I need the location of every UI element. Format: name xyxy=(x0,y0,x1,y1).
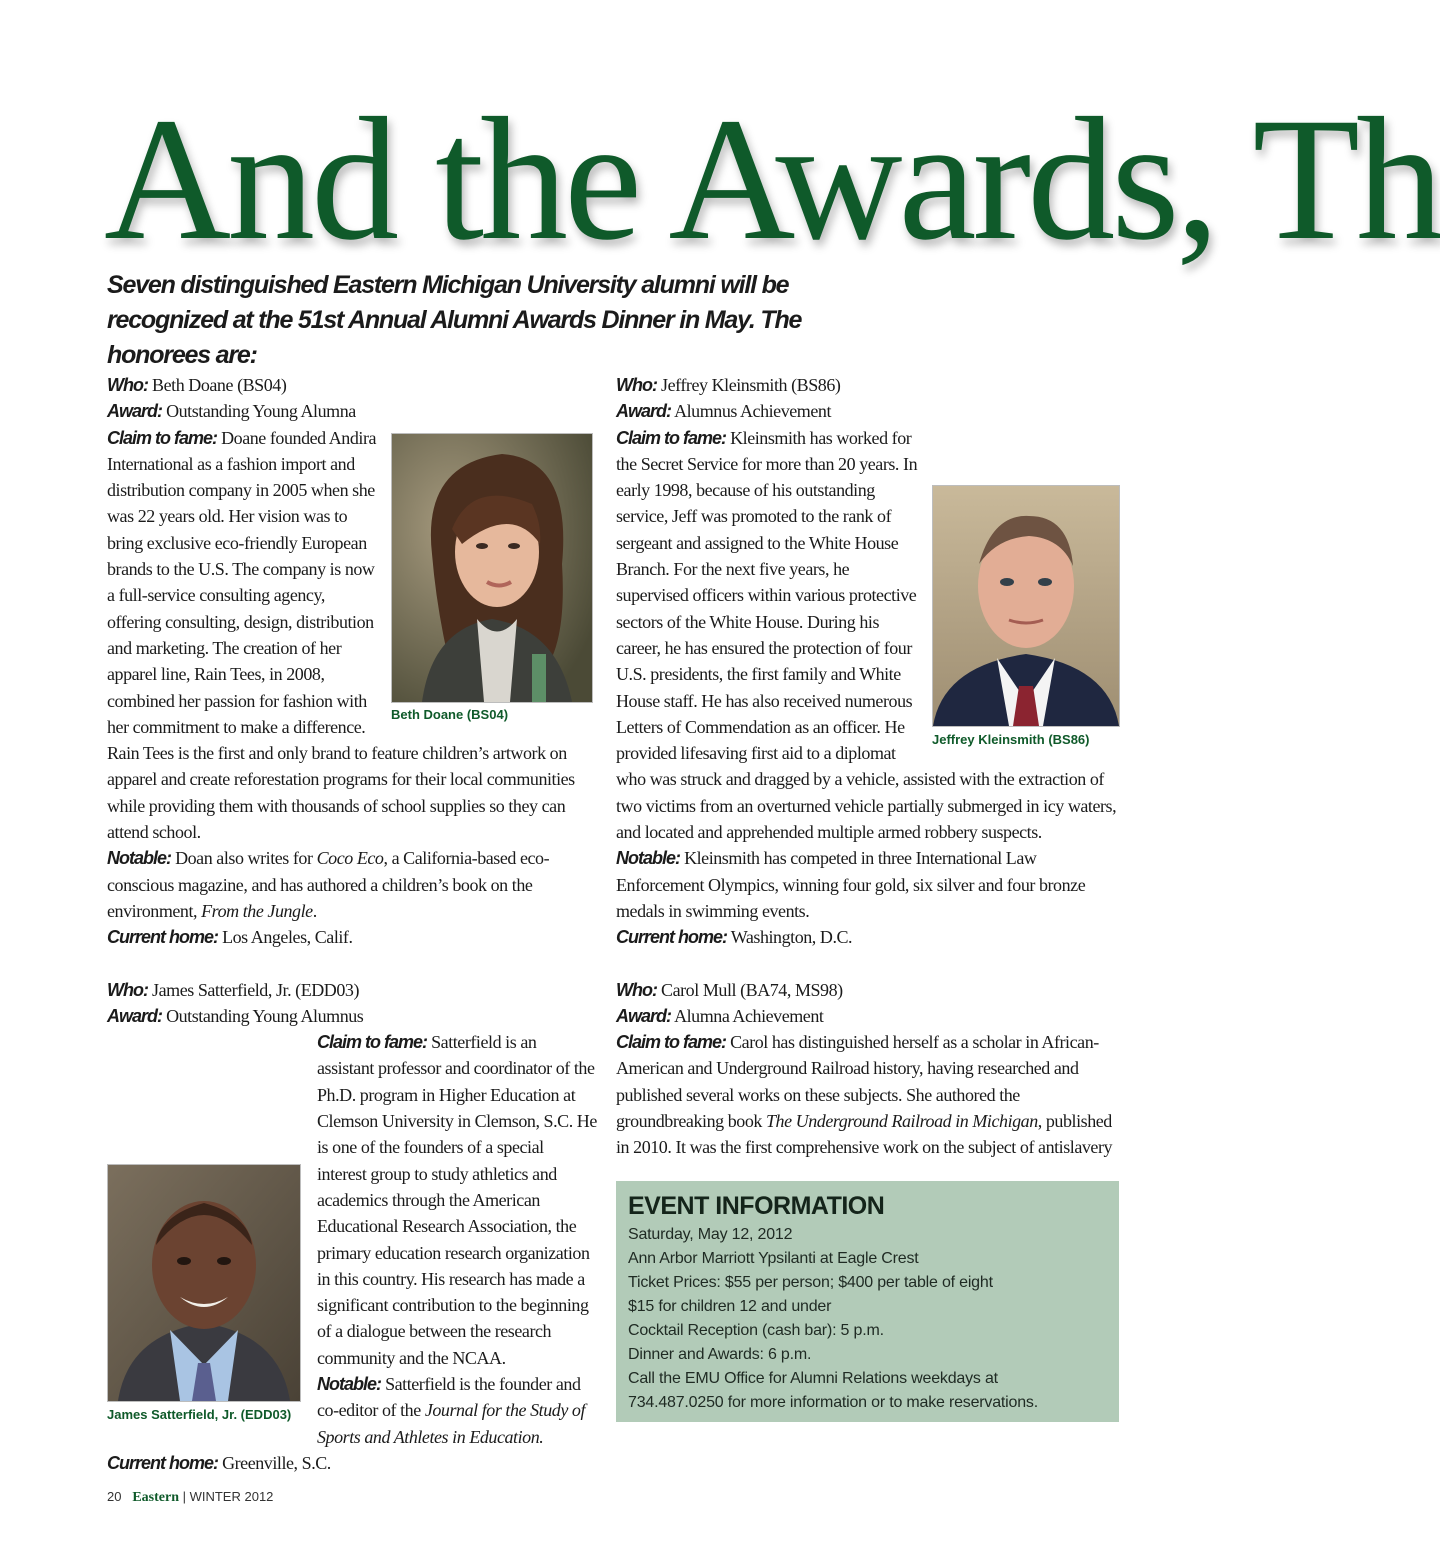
beth-photo-caption: Beth Doane (BS04) xyxy=(391,706,509,722)
profile-carol xyxy=(616,977,1122,1161)
award-label: Award: xyxy=(107,1005,163,1026)
event-children-price: $15 for children 12 and under xyxy=(628,1298,832,1315)
james-photo-figure xyxy=(107,1164,305,1424)
jeffrey-claim: Kleinsmith has worked for the Secret Service for more than 20 years. In early 1998, because of his outstanding service, Jeff was promoted to the rank of sergeant and assigned to the White House Branch. For the next five years, he supervised officers within various protective sectors of the White House. During his career, he has ensured the protection of four U.S. presidents, the first family and White House staff. He has also received numerous Letters of Commendation as an officer. He provided lifesaving first aid to a diplomat who was struck and dragged by a vehicle, assisted with the extraction of two victims from an overturned vehicle partially submerged in icy waters, and located and apprehended multiple armed robbery suspects. xyxy=(616,427,1117,843)
james-claim: Satterfield is an assistant professor and coordinator of the Ph.D. program in Higher Education at Clemson University in Clemson, S.C. He is one of the founders of a special interest group to study athletics and academics through the American Educational Research Association, the primary education research organization in this country. His research has made a significant contribution to the beginning of a dialogue between the research community and the NCAA. xyxy=(317,1032,597,1368)
jeffrey-award: Alumnus Achievement xyxy=(674,401,831,422)
notable-label: Notable: xyxy=(616,848,680,869)
beth-notable-book: From the Jungle xyxy=(201,900,313,921)
issue-label: | WINTER 2012 xyxy=(182,1489,274,1504)
left-column xyxy=(107,372,597,1476)
beth-notable-end: . xyxy=(312,900,317,921)
home-label: Current home: xyxy=(107,1452,219,1473)
james-portrait-image xyxy=(108,1165,300,1401)
right-column xyxy=(616,372,1122,1161)
beth-who: Beth Doane (BS04) xyxy=(152,375,287,395)
claim-label: Claim to fame: xyxy=(616,427,727,448)
event-information-box xyxy=(616,1181,1119,1422)
profile-beth xyxy=(107,372,597,951)
jeffrey-photo-caption: Jeffrey Kleinsmith (BS86) xyxy=(932,731,1090,747)
beth-photo-figure xyxy=(391,433,593,724)
beth-home: Los Angeles, Calif. xyxy=(222,927,353,948)
event-ticket-prices: Ticket Prices: $55 per person; $400 per table of eight xyxy=(628,1274,993,1291)
beth-portrait-image xyxy=(392,434,592,702)
james-photo-caption: James Satterfield, Jr. (EDD03) xyxy=(107,1407,292,1423)
jeffrey-who: Jeffrey Kleinsmith (BS86) xyxy=(661,375,841,395)
jeffrey-notable-block xyxy=(616,845,1122,924)
beth-notable-text-2: , a California-based eco-conscious magazine, and has authored a children’s book on the environment, xyxy=(107,848,550,921)
jeffrey-photo-figure xyxy=(932,485,1122,749)
event-contact: Call the EMU Office for Alumni Relations weekdays at xyxy=(628,1370,998,1387)
beth-notable-text: Doan also writes for xyxy=(175,848,313,869)
home-label: Current home: xyxy=(616,927,728,948)
carol-claim-block xyxy=(616,1029,1122,1160)
james-notable-journal: Journal for the Study of Sports and Athletes in Education. xyxy=(317,1400,586,1447)
carol-claim-text: Carol has distinguished herself as a scholar in African-American and Underground Railroad history, having researched and published several works on these subjects. She authored the groundbreaking book xyxy=(616,1032,1099,1132)
jeffrey-photo xyxy=(932,485,1120,727)
jeffrey-home: Washington, D.C. xyxy=(730,927,853,948)
beth-notable-block xyxy=(107,845,597,924)
jeffrey-notable: Kleinsmith has competed in three International Law Enforcement Olympics, winning four gold, six silver and four bronze medals in swimming events. xyxy=(616,848,1086,921)
carol-award: Alumna Achievement xyxy=(674,1005,824,1026)
deck-intro: Seven distinguished Eastern Michigan University alumni will be recognized at the 51st Annual Alumni Awards Dinner in May. The honorees are: xyxy=(107,271,802,369)
who-label: Who: xyxy=(616,375,657,395)
beth-notable-publication: Coco Eco xyxy=(316,848,384,869)
james-award: Outstanding Young Alumnus xyxy=(166,1005,364,1026)
claim-label: Claim to fame: xyxy=(107,427,218,448)
magazine-name: Eastern xyxy=(132,1490,179,1505)
page-number: 20 xyxy=(107,1489,122,1504)
beth-award: Outstanding Young Alumna xyxy=(166,401,356,422)
carol-who: Carol Mull (BA74, MS98) xyxy=(661,979,843,1000)
carol-claim-end: , published in 2010. It was the first comprehensive work on the subject of antislavery xyxy=(616,1111,1113,1158)
claim-label: Claim to fame: xyxy=(616,1032,727,1053)
beth-photo xyxy=(391,433,593,703)
james-who: James Satterfield, Jr. (EDD03) xyxy=(152,979,359,1000)
event-venue: Ann Arbor Marriott Ypsilanti at Eagle Crest xyxy=(628,1250,919,1267)
james-photo xyxy=(107,1164,301,1402)
james-notable-text: Satterfield is the founder and co-editor of the xyxy=(317,1373,581,1421)
event-phone: 734.487.0250 for more information or to make reservations. xyxy=(628,1394,1038,1411)
who-label: Who: xyxy=(616,979,657,1000)
who-label: Who: xyxy=(107,375,148,395)
award-label: Award: xyxy=(107,401,163,422)
home-label: Current home: xyxy=(107,927,219,948)
claim-label: Claim to fame: xyxy=(317,1032,428,1053)
notable-label: Notable: xyxy=(317,1373,381,1394)
notable-label: Notable: xyxy=(107,848,171,869)
beth-claim: Doane founded Andira International as a fashion import and distribution company in 2005 when she was 22 years old. Her vision was to bring exclusive eco-friendly European brands to the U.S. The company is now a full-service consulting agency, offering consulting, design, distribution and marketing. The creation of her apparel line, Rain Tees, in 2008, combined her passion for fashion with her commitment to make a difference. Rain Tees is the first and only brand to feature children’s artwork on apparel and create reforestation programs for their local communities while providing them with thousands of school supplies so they can attend school. xyxy=(107,427,575,843)
event-title: EVENT INFORMATION xyxy=(628,1192,885,1220)
award-label: Award: xyxy=(616,401,672,422)
page-headline: And the Awards, Th xyxy=(104,82,1440,277)
profile-james xyxy=(107,977,597,1477)
who-label: Who: xyxy=(107,979,148,1000)
event-cocktail-reception: Cocktail Reception (cash bar): 5 p.m. xyxy=(628,1322,884,1339)
james-home: Greenville, S.C. xyxy=(222,1452,331,1473)
page-footer xyxy=(107,1489,273,1506)
event-date: Saturday, May 12, 2012 xyxy=(628,1226,793,1243)
jeffrey-portrait-image xyxy=(933,486,1119,726)
event-dinner-awards: Dinner and Awards: 6 p.m. xyxy=(628,1346,812,1363)
award-label: Award: xyxy=(616,1005,672,1026)
carol-claim-book: The Underground Railroad in Michigan xyxy=(765,1111,1038,1132)
profile-jeffrey xyxy=(616,372,1122,951)
